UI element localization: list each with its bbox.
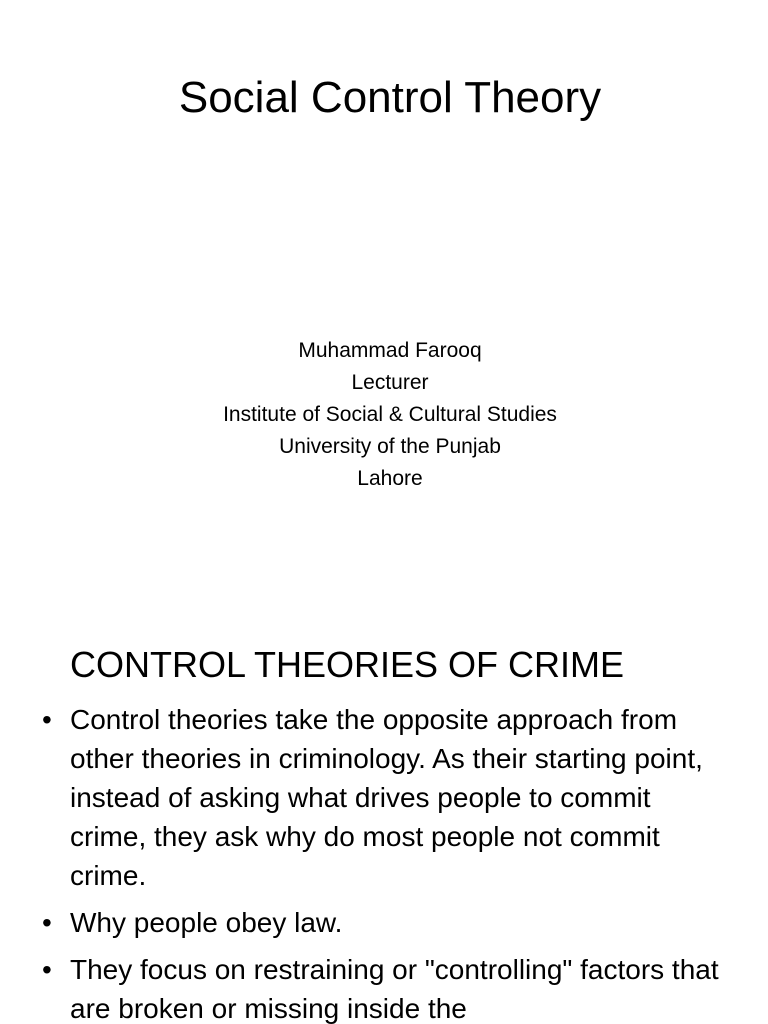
- bullet-marker: •: [42, 954, 52, 985]
- bullet-text: Control theories take the opposite approach from other theories in criminology. As their starting point, instead of asking what drives people to commit crime, they ask why do most people not commit crime.: [70, 704, 703, 891]
- slide-title: Social Control Theory: [178, 73, 602, 122]
- author-position: Lecturer: [351, 371, 429, 394]
- bullet-text: Why people obey law.: [70, 907, 343, 938]
- author-block: [0, 335, 768, 495]
- author-name: Muhammad Farooq: [298, 339, 482, 362]
- bullet-item: [0, 700, 768, 895]
- author-institute: Institute of Social & Cultural Studies: [223, 403, 557, 426]
- bullet-item: [0, 903, 768, 942]
- bullet-list: [0, 700, 768, 1024]
- bullet-item: [0, 950, 768, 1024]
- bullet-text: They focus on restraining or "controlling" factors that are broken or missing inside the: [70, 954, 719, 1024]
- content-slide: [0, 600, 768, 1024]
- bullet-marker: •: [42, 907, 52, 938]
- slide-heading: CONTROL THEORIES OF CRIME: [70, 644, 625, 685]
- author-university: University of the Punjab: [279, 435, 501, 458]
- bullet-marker: •: [42, 704, 52, 735]
- author-city: Lahore: [357, 467, 423, 490]
